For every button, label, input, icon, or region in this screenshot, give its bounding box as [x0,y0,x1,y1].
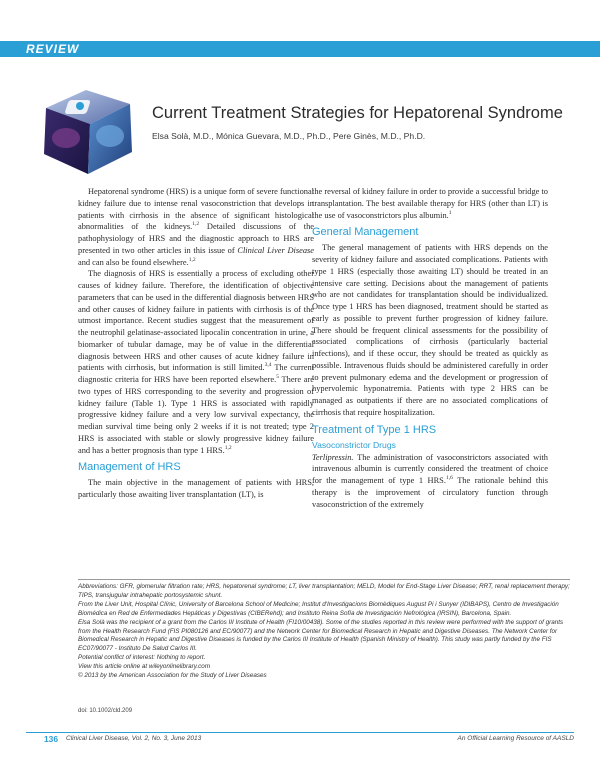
footer-tagline: An Official Learning Resource of AASLD [457,735,574,742]
paragraph-general-management: The general management of patients with HRS depends on the severity of kidney failure and associated complications. Patients with type 1 HRS (especially those awaiting LT) should be treated in an intensive care setting. Decisions about the management of patients who are not candidates for transplantation should be individualized. Once type 1 HRS has been diagnosed, treatment should be started as early as possible to prevent further progression of kidney failure. There should be frequent clinical assessments for the possibility of associated complications of cirrhosis (particularly bacterial infections), and if these occur, they should be treated as quickly as possible. Intravenous fluids should be administered carefully in order to prevent pulmonary edema and the development or progression of hypervolemic hyponatremia. Patients with type 2 HRS can be managed as outpatients if there are no associated complications of cirrhosis that require hospitalization. [312,243,548,417]
footnote-affiliation: From the Liver Unit, Hospital Clínic, University of Barcelona School of Medicine; Institut d'Investigacions Biomèdiques August Pi i Sunyer (IDIBAPS), Centro de Investigación Biomédica en Red de Enfermedades Hepáticas y Digestivas (CIBERehd); and Instituto Reina Sofía de Investigación Nefrológica (IRSIN), Barcelona, Spain. [78,600,559,617]
paragraph-management: The main objective in the management of patients with HRS, particularly those awaiting liver transplantation (LT), is [78,478,314,499]
paragraph-terlipressin: Terlipressin. The administration of vasoconstrictors associated with intravenous albumin is currently considered the treatment of choice for the management of type 1 HRS.$^{1,6}$ The rationale behind this therapy is the improvement of circulatory function through vasoconstriction of the extremely [312,452,548,509]
heading-management: Management of HRS [78,461,181,474]
footnote-conflict: Potential conflict of interest: Nothing to report. [78,654,206,662]
paragraph-continued: the reversal of kidney failure in order to provide a successful bridge to transplantation. The best available therapy for HRS (other than LT) is the use of vasoconstrictors plus albumin.$^1$ [312,187,548,220]
footnote-online: View this article online at wileyonlinelibrary.com [78,663,211,671]
footnote-copyright: © 2013 by the American Association for the Study of Liver Diseases [78,672,267,680]
subheading-vasoconstrictors: Vasoconstrictor Drugs [312,439,396,450]
footer-divider [26,732,574,733]
heading-general-management: General Management [312,226,419,239]
footnote-funding: Elsa Solà was the recipient of a grant from the Carlos III Institute of Health (FI10/00438). Some of the studies reported in this review were performed with the support of grants from the Health Research Fund (FIS PI080126 and EC/90077) and the Network Center for Biomedical Research in Hepatic and Digestive Diseases. The Network Center for Biomedical Research in Hepatic and Digestive Diseases is funded by the Carlos III Institute of Health (Spanish Ministry of Health). This study was partly funded by the FIS EC07/90077 - Instituto De Salud Carlos III. [78,618,564,653]
left-column [78,186,314,501]
article-authors: Elsa Solà, M.D., Mónica Guevara, M.D., Ph.D., Pere Ginès, M.D., Ph.D. [152,131,426,141]
section-label: REVIEW [26,42,80,56]
paragraph-diagnosis: The diagnosis of HRS is essentially a process of excluding other causes of kidney failure. Therefore, the identification of objective parameters that can be used in the differential diagnosis between HRS and other causes of kidney failure in patients with cirrhosis is of the utmost importance. Recent studies suggest that the measurement of the neutrophil gelatinase-associated lipocalin concentration in urine, a biomarker of tubular damage, may be of value in the differential diagnosis between HRS and other causes of acute kidney failure in patients with cirrhosis, but information is still limited.$^{3,4}$ The current diagnostic criteria for HRS have been reported elsewhere.$^5$ There are two types of HRS corresponding to the severity and progression of kidney failure (Table 1). Type 1 HRS is associated with rapidly progressive kidney failure and a very low survival expectancy, the median survival time being only 2 weeks if it is not treated; type 2 HRS is associated with stable or slowly progressive kidney failure and has a better prognosis than type 1 HRS.$^{1,2}$ [78,269,314,455]
heading-type1-treatment: Treatment of Type 1 HRS [312,423,437,436]
footnote-abbreviations: Abbreviations: GFR, glomerular filtration rate; HRS, hepatorenal syndrome; LT, liver transplantation; MELD, Model for End-Stage Liver Disease; RRT, renal replacement therapy; TIPS, transjugular intrahepatic portosystemic shunt. [78,583,570,599]
paragraph-intro: Hepatorenal syndrome (HRS) is a unique form of severe functional kidney failure due to intense renal vasoconstriction that develops in patients with cirrhosis in the absence of significant histological abnormalities of the kidneys.$^{1,2}$ Detailed discussions of the pathophysiology of HRS and the diagnostic approach to HRS are presented in two other articles in this issue of Clinical Liver Disease and can also be found elsewhere.$^{1,2}$ [78,187,314,267]
footnote-divider [78,579,570,580]
doi: doi: 10.1002/cld.209 [78,708,133,714]
right-column [312,186,548,510]
article-title: Current Treatment Strategies for Hepatorenal Syndrome [152,104,563,122]
journal-info: Clinical Liver Disease, Vol. 2, No. 3, June 2013 [66,735,202,742]
liver-cube-icon [36,78,140,178]
section-banner [0,41,600,57]
page-number: 136 [44,734,58,744]
footnotes [78,583,570,681]
